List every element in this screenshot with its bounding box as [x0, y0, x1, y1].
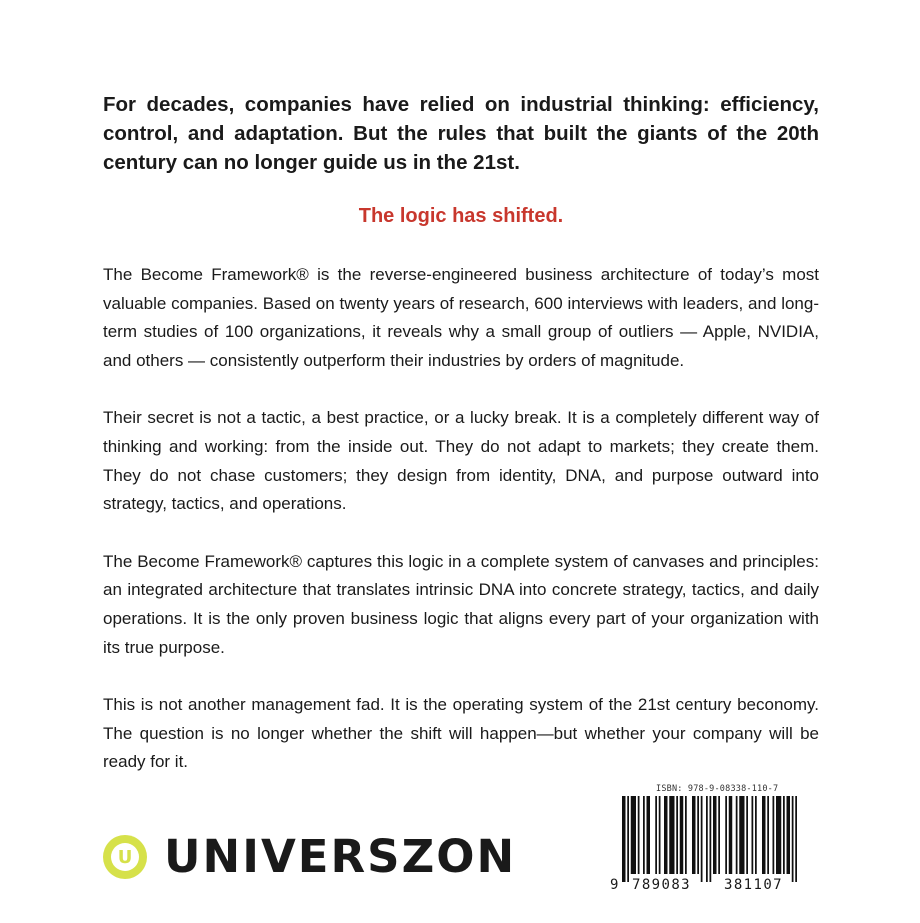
body-paragraph-3: The Become Framework® captures this logic in a complete system of canvases and principles: an integrated architecture that translates intrinsic DNA into concrete strategy, tactics, and daily operations. It is the only proven business logic that aligns every part of your organization with its true purpose. [103, 551, 819, 657]
barcode-digits-right: 381107 [724, 877, 783, 893]
barcode-icon [610, 796, 810, 890]
barcode-digits-left: 789083 [632, 877, 691, 893]
barcode-digit-first: 9 [610, 877, 619, 893]
back-cover-text [103, 90, 819, 777]
publisher-name: UNIVERSZON [164, 830, 517, 883]
publisher-mark-letter: U [117, 846, 133, 868]
publisher-logo [103, 830, 517, 883]
shift-headline: The logic has shifted. [358, 205, 564, 227]
body-paragraph-4: This is not another management fad. It is the operating system of the 21st century beconomy. The question is no longer whether the shift will happen—but whether your company will be ready for it. [103, 695, 819, 772]
body-paragraph-2: Their secret is not a tactic, a best practice, or a lucky break. It is a completely different way of thinking and working: from the inside out. They do not adapt to markets; they create them. They do not chase customers; they design from identity, DNA, and purpose outward into strategy, tactics, and operations. [103, 408, 819, 514]
intro-paragraph: For decades, companies have relied on industrial thinking: efficiency, control, and adaptation. But the rules that built the giants of the 20th century can no longer guide us in the 21st. [103, 93, 819, 174]
isbn-barcode [610, 784, 810, 902]
isbn-label: ISBN: 978-9-08338-110-7 [656, 784, 779, 794]
body-paragraph-1: The Become Framework® is the reverse-engineered business architecture of today’s most valuable companies. Based on twenty years of research, 600 interviews with leaders, and long-term studies of 100 organizations, it reveals why a small group of outliers — Apple, NVIDIA, and others — consistently outperform their industries by orders of magnitude. [103, 265, 819, 370]
publisher-mark-icon [103, 835, 147, 879]
